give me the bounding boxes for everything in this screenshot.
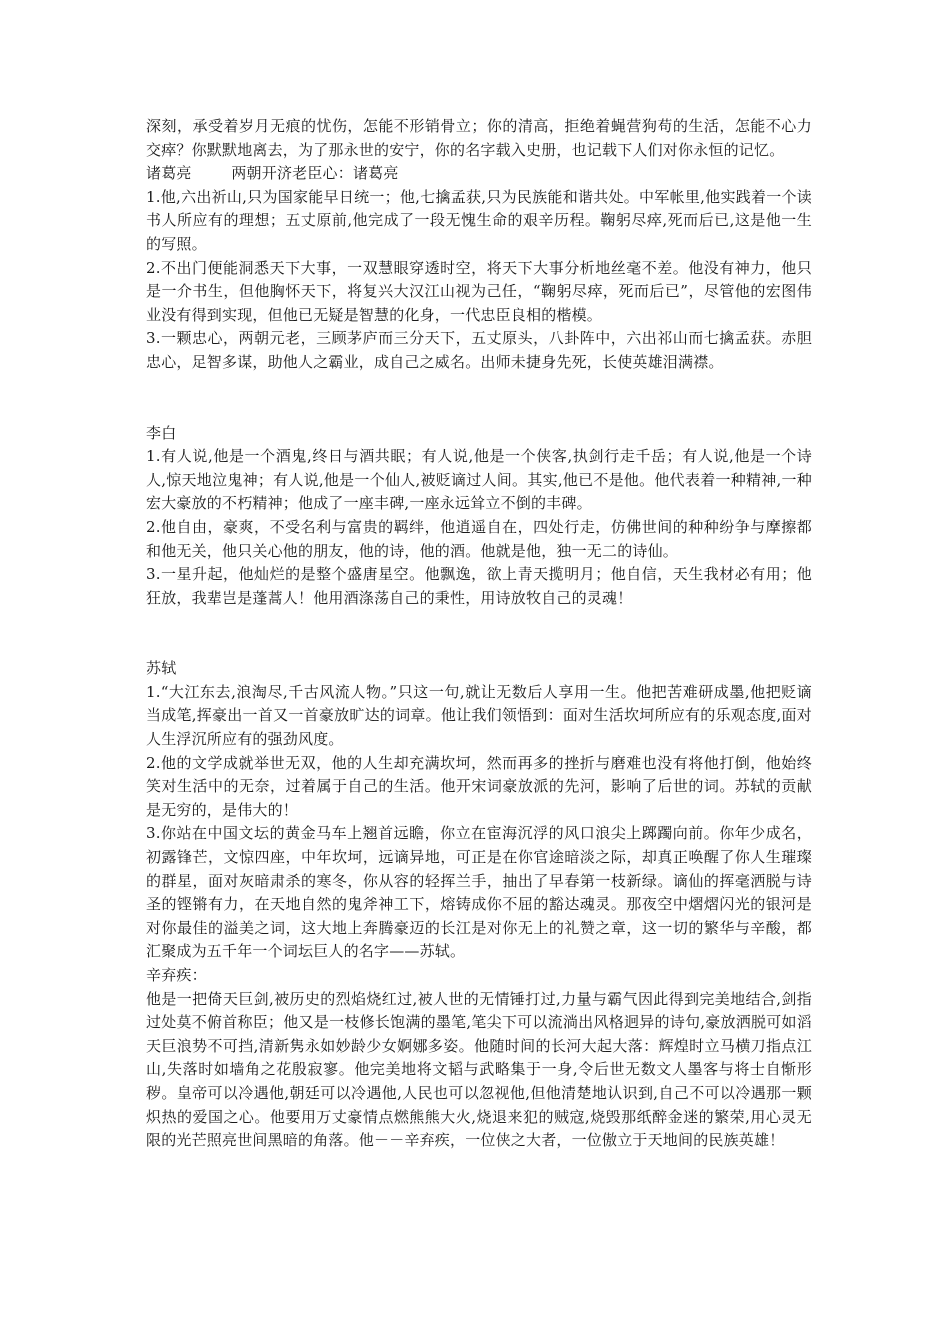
libai-paragraph-2: 2.他自由，豪爽，不受名利与富贵的羁绊，他逍遥自在，四处行走，仿佛世间的种种纷争与摩擦都和他无关，他只关心他的朋友，他的诗，他的酒。他就是他，独一无二的诗仙。	[146, 517, 812, 560]
libai-paragraph-3: 3.一星升起，他灿烂的是整个盛唐星空。他飘逸，欲上青天揽明月；他自信，天生我材必有用；他狂放，我辈岂是蓬蒿人！他用酒涤荡自己的秉性，用诗放牧自己的灵魂！	[146, 565, 812, 607]
zhuge-paragraph-3: 3.一颗忠心，两朝元老，三顾茅庐而三分天下，五丈原头，八卦阵中，六出祁山而七擒孟获。赤胆忠心，足智多谋，助他人之霸业，成自己之威名。出师未捷身先死，长使英雄泪满襟。	[146, 329, 812, 371]
xin-paragraph: 他是一把倚天巨剑,被历史的烈焰烧红过,被人世的无情锤打过,力量与霸气因此得到完美地结合,剑指过处莫不俯首称臣；他又是一枝修长饱满的墨笔,笔尖下可以流淌出风格迥异的诗句,豪放洒脱可如滔天巨浪势不可挡,清新隽永如妙龄少女婀娜多姿。他随时间的长河大起大落：辉煌时立马横刀指点江山,失落时如墙角之花殷寂寥。他完美地将文韬与武略集于一身,令后世无数文人墨客与将士自惭形秽。皇帝可以冷遇他,朝廷可以冷遇他,人民也可以忽视他,但他清楚地认识到,自己不可以冷遇那一颗炽热的爱国之心。他要用万丈豪情点燃熊熊大火,烧退来犯的贼寇,烧毁那纸醉金迷的繁荣,用心灵无限的光芒照亮世间黑暗的角落。他－－辛弃疾，一位侠之大者，一位傲立于天地间的民族英雄！	[146, 989, 812, 1150]
section-spacer	[146, 610, 812, 657]
zhuge-paragraph-1: 1.他,六出祈山,只为国家能早日统一；他,七擒孟获,只为民族能和谐共处。中军帐里,他实践着一个读书人所应有的理想；五丈原前,他完成了一段无愧生命的艰辛历程。鞠躬尽瘁,死而后已,这是他一生的写照。	[146, 187, 812, 253]
zhuge-paragraph-2: 2.不出门便能洞悉天下大事，一双慧眼穿透时空，将天下大事分析地丝毫不差。他没有神力，他只是一介书生，但他胸怀天下，将复兴大汉江山视为己任，“鞠躬尽瘁，死而后已”，尽管他的宏图伟业没有得到实现，但他已无疑是智慧的化身，一代忠臣良相的楷模。	[146, 258, 812, 324]
sushi-paragraph-3: 3.你站在中国文坛的黄金马车上翘首远瞻，你立在宦海沉浮的风口浪尖上踯躅向前。你年少成名，初露锋芒，文惊四座，中年坎坷，远谪异地，可正是在你官途暗淡之际，却真正唤醒了你人生璀璨的群星，面对灰暗肃杀的寒冬，你从容的轻挥兰手，抽出了早春第一枝新绿。谪仙的挥毫洒脱与诗圣的铿锵有力，在天地自然的鬼斧神工下，熔铸成你不屈的豁达魂灵。那夜空中熠熠闪光的银河是对你最佳的溢美之词，这大地上奔腾豪迈的长江是对你无上的礼赞之章，这一切的繁华与辛酸，都汇聚成为五千年一个词坛巨人的名字——苏轼。	[146, 824, 812, 961]
section-spacer	[146, 375, 812, 422]
libai-heading: 李白	[146, 423, 177, 442]
intro-paragraph: 深刻，承受着岁月无痕的忧伤，怎能不形销骨立；你的清高，拒绝着蝇营狗苟的生活，怎能不心力交瘁？你默默地离去，为了那永世的安宁，你的名字载入史册，也记载下人们对你永恒的记忆。	[146, 117, 812, 159]
sushi-heading: 苏轼	[146, 659, 177, 678]
sushi-paragraph-1: 1.“大江东去,浪淘尽,千古风流人物。”只这一句,就让无数后人享用一生。他把苦难研成墨,他把贬谪当成笔,挥豪出一首又一首豪放旷达的词章。他让我们领悟到：面对生活坎坷所应有的乐观态度,面对人生浮沉所应有的强劲风度。	[146, 682, 812, 749]
sushi-paragraph-2: 2.他的文学成就举世无双，他的人生却充满坎坷，然而再多的挫折与磨难也没有将他打倒，他始终笑对生活中的无奈，过着属于自己的生活。他开宋词豪放派的先河，影响了后世的词。苏轼的贡献是无穷的，是伟大的！	[146, 753, 812, 819]
xin-heading: 辛弃疾：	[146, 966, 207, 984]
libai-paragraph-1: 1.有人说,他是一个酒鬼,终日与酒共眠；有人说,他是一个侠客,执剑行走千岳；有人说,他是一个诗人,惊天地泣鬼神；有人说,他是一个仙人,被贬谪过人间。其实,他已不是他。他代表着一种精神,一种宏大豪放的不朽精神；他成了一座丰碑,一座永远耸立不倒的丰碑。	[146, 447, 812, 513]
zhuge-heading: 诸葛亮 两朝开济老臣心：诸葛亮	[146, 164, 399, 183]
